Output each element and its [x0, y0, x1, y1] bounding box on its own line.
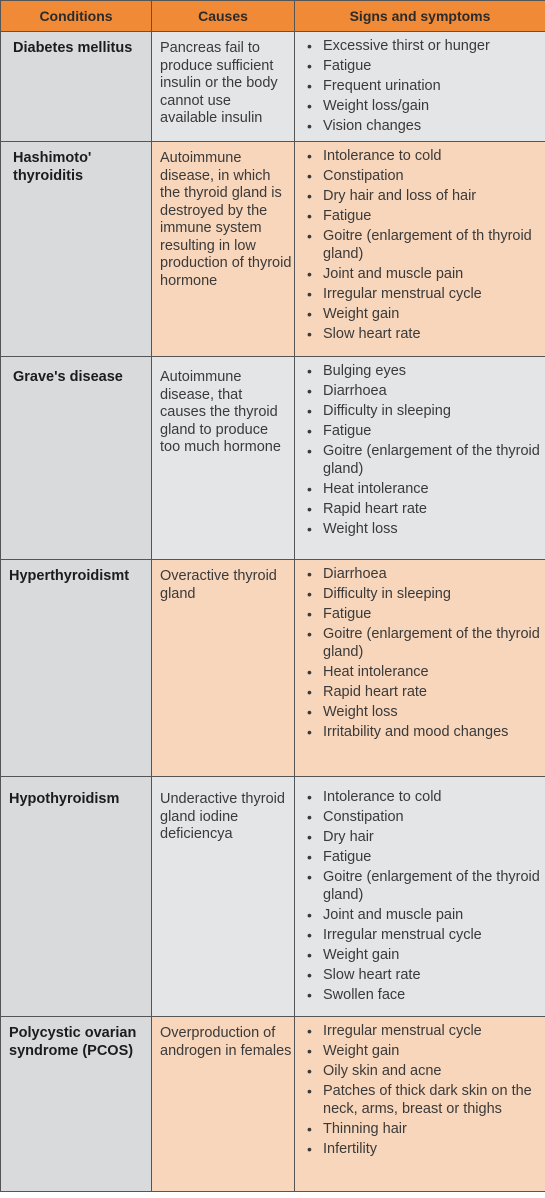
- signs-list: [303, 1023, 541, 1158]
- signs-cell: [295, 1017, 545, 1192]
- signs-cell: [295, 357, 545, 560]
- signs-list: [303, 148, 541, 344]
- list-item: • Intolerance to cold: [307, 148, 442, 164]
- bullet-icon: •: [307, 1083, 312, 1100]
- list-item: • Joint and muscle pain: [307, 265, 464, 282]
- bullet-icon: •: [307, 326, 312, 343]
- bullet-icon: •: [307, 168, 312, 185]
- list-item: • Difficulty in sleeping: [307, 403, 451, 420]
- signs-cell: [295, 32, 545, 142]
- list-item: • Irregular menstrual cycle: [307, 927, 482, 944]
- bullet-icon: •: [307, 403, 312, 420]
- table-row: [1, 777, 545, 1017]
- list-item: • Irritability and mood changes: [307, 724, 509, 741]
- list-item: • Fatigue: [307, 58, 372, 75]
- bullet-icon: •: [307, 501, 312, 518]
- condition-cell: Hyperthyroidismt: [1, 560, 152, 777]
- condition-cell: Hypothyroidism: [1, 777, 152, 1017]
- list-item: • Goitre (enlargement of the thyroid gland): [307, 869, 540, 903]
- bullet-icon: •: [307, 78, 312, 95]
- bullet-icon: •: [307, 286, 312, 303]
- signs-cell: [295, 777, 545, 1017]
- signs-list: [303, 38, 541, 136]
- list-item: • Diarrhoea: [307, 383, 387, 400]
- list-item: • Fatigue: [307, 849, 372, 866]
- list-item: • Fatigue: [307, 423, 372, 440]
- list-item: • Dry hair and loss of hair: [307, 188, 477, 205]
- signs-list: [303, 789, 541, 1005]
- table-row: [1, 357, 545, 560]
- bullet-icon: •: [307, 265, 312, 282]
- bullet-icon: •: [307, 789, 312, 805]
- list-item: • Fatigue: [307, 606, 372, 623]
- list-item: • Rapid heart rate: [307, 683, 427, 700]
- list-item: • Oily skin and acne: [307, 1063, 442, 1080]
- bullet-icon: •: [307, 987, 312, 1004]
- list-item: • Fatigue: [307, 208, 372, 225]
- condition-cell: Polycystic ovarian syndrome (PCOS): [1, 1017, 152, 1192]
- signs-cell: [295, 142, 545, 357]
- table-row: [1, 1017, 545, 1192]
- bullet-icon: •: [307, 98, 312, 115]
- condition-cell: Grave's disease: [1, 357, 152, 560]
- signs-list: [303, 363, 541, 539]
- header-signs: Signs and symptoms: [295, 1, 545, 32]
- list-item: • Goitre (enlargement of th thyroid gland): [307, 228, 532, 262]
- list-item: • Constipation: [307, 809, 404, 826]
- list-item: • Intolerance to cold: [307, 789, 442, 805]
- bullet-icon: •: [307, 208, 312, 225]
- list-item: • Patches of thick dark skin on the neck, arms, breast or thighs: [307, 1083, 532, 1117]
- bullet-icon: •: [307, 521, 312, 538]
- list-item: • Weight gain: [307, 947, 400, 964]
- list-item: • Slow heart rate: [307, 326, 421, 343]
- list-item: • Excessive thirst or hunger: [307, 38, 490, 54]
- list-item: • Heat intolerance: [307, 663, 429, 680]
- bullet-icon: •: [307, 566, 312, 582]
- bullet-icon: •: [307, 869, 312, 886]
- header-causes: Causes: [152, 1, 295, 32]
- signs-cell: [295, 560, 545, 777]
- bullet-icon: •: [307, 829, 312, 846]
- list-item: • Joint and muscle pain: [307, 906, 464, 923]
- bullet-icon: •: [307, 1043, 312, 1060]
- list-item: • Heat intolerance: [307, 480, 429, 497]
- bullet-icon: •: [307, 683, 312, 700]
- list-item: • Goitre (enlargement of the thyroid gland): [307, 626, 540, 660]
- cause-cell: Overactive thyroid gland: [152, 560, 295, 777]
- bullet-icon: •: [307, 1063, 312, 1080]
- header-row: [1, 1, 545, 32]
- header-conditions: Conditions: [1, 1, 152, 32]
- bullet-icon: •: [307, 423, 312, 440]
- table-row: [1, 32, 545, 142]
- list-item: • Weight loss: [307, 704, 398, 721]
- cause-cell: Pancreas fail to produce sufficient insulin or the body cannot use available insulin: [152, 32, 295, 142]
- list-item: • Thinning hair: [307, 1120, 407, 1137]
- bullet-icon: •: [307, 586, 312, 603]
- bullet-icon: •: [307, 809, 312, 826]
- bullet-icon: •: [307, 383, 312, 400]
- list-item: • Difficulty in sleeping: [307, 586, 451, 603]
- bullet-icon: •: [307, 118, 312, 135]
- list-item: • Infertility: [307, 1140, 377, 1157]
- list-item: • Rapid heart rate: [307, 501, 427, 518]
- table-row: [1, 142, 545, 357]
- list-item: • Irregular menstrual cycle: [307, 286, 482, 303]
- cause-cell: Autoimmune disease, in which the thyroid gland is destroyed by the immune system resulting in low production of thyroid hormone: [152, 142, 295, 357]
- cause-cell: Overproduction of androgen in females: [152, 1017, 295, 1192]
- list-item: • Irregular menstrual cycle: [307, 1023, 482, 1039]
- bullet-icon: •: [307, 663, 312, 680]
- bullet-icon: •: [307, 947, 312, 964]
- bullet-icon: •: [307, 443, 312, 460]
- list-item: • Weight gain: [307, 1043, 400, 1060]
- list-item: • Swollen face: [307, 987, 406, 1004]
- list-item: • Frequent urination: [307, 78, 441, 95]
- list-item: • Diarrhoea: [307, 566, 387, 582]
- bullet-icon: •: [307, 606, 312, 623]
- list-item: • Weight loss/gain: [307, 98, 430, 115]
- signs-list: [303, 566, 541, 742]
- list-item: • Vision changes: [307, 118, 422, 135]
- bullet-icon: •: [307, 363, 312, 379]
- condition-cell: Hashimoto' thyroiditis: [1, 142, 152, 357]
- bullet-icon: •: [307, 967, 312, 984]
- bullet-icon: •: [307, 480, 312, 497]
- bullet-icon: •: [307, 188, 312, 205]
- bullet-icon: •: [307, 1140, 312, 1157]
- bullet-icon: •: [307, 38, 312, 54]
- condition-cell: Diabetes mellitus: [1, 32, 152, 142]
- bullet-icon: •: [307, 1120, 312, 1137]
- list-item: • Bulging eyes: [307, 363, 407, 379]
- bullet-icon: •: [307, 1023, 312, 1039]
- bullet-icon: •: [307, 849, 312, 866]
- list-item: • Slow heart rate: [307, 967, 421, 984]
- bullet-icon: •: [307, 306, 312, 323]
- bullet-icon: •: [307, 724, 312, 741]
- cause-cell: Autoimmune disease, that causes the thyroid gland to produce too much hormone: [152, 357, 295, 560]
- list-item: • Dry hair: [307, 829, 374, 846]
- bullet-icon: •: [307, 228, 312, 245]
- list-item: • Constipation: [307, 168, 404, 185]
- table-row: [1, 560, 545, 777]
- cause-cell: Underactive thyroid gland iodine deficiencya: [152, 777, 295, 1017]
- bullet-icon: •: [307, 148, 312, 164]
- list-item: • Goitre (enlargement of the thyroid gland): [307, 443, 540, 477]
- list-item: • Weight loss: [307, 521, 398, 538]
- bullet-icon: •: [307, 626, 312, 643]
- bullet-icon: •: [307, 906, 312, 923]
- bullet-icon: •: [307, 927, 312, 944]
- bullet-icon: •: [307, 704, 312, 721]
- list-item: • Weight gain: [307, 306, 400, 323]
- bullet-icon: •: [307, 58, 312, 75]
